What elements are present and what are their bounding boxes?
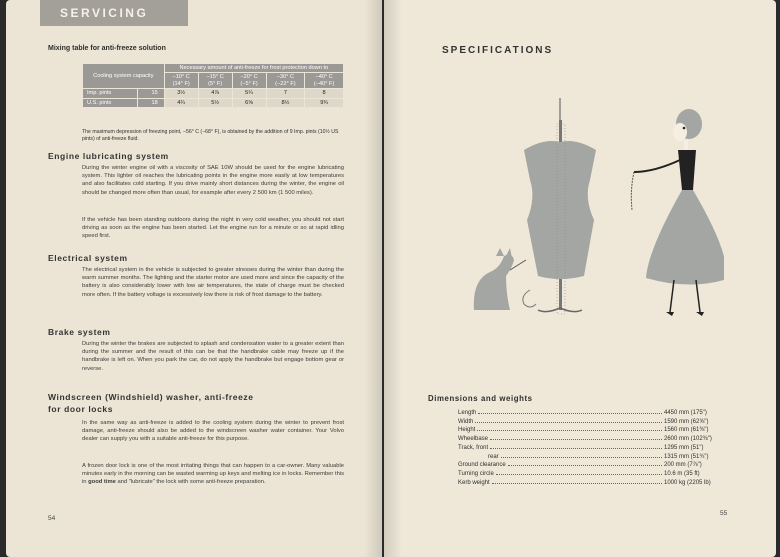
section-header-band [40,0,188,26]
leader-dots [477,430,662,431]
temp-header: −20° C (−5° F) [232,73,266,89]
leader-dots [478,413,662,414]
dimension-value: 1560 mm (61⅜") [664,427,709,434]
dimensions-list [458,409,722,487]
table-group-header: Necessary amount of anti-freeze for frost protection down to [164,64,343,73]
table-row: Imp. pints 15 3½ 4⅞ 5¼ 7 8 [83,89,344,98]
page-number: 55 [720,510,728,517]
leader-dots [508,465,662,466]
table-row [458,453,722,462]
dimension-value: 1315 mm (51¾") [664,453,709,460]
dimension-value: 10.6 m (35 ft) [664,470,700,477]
table-row [458,426,722,435]
dress-form-icon [523,98,596,314]
leader-dots [492,483,662,484]
table-row [458,435,722,444]
dimensions-heading: Dimensions and weights [428,394,533,403]
leader-dots [475,422,662,423]
temp-header: −40° C (−40° F) [305,73,344,89]
dimension-value: 200 mm (7⅞") [664,462,702,469]
dimension-label: Ground clearance [458,462,506,469]
left-page [6,0,382,557]
page-number: 54 [48,515,56,522]
seamstress-icon [631,109,724,316]
paragraph: In the same way as anti-freeze is added to the cooling system during the winter to prevent frost damage, anti-freeze should also be added to the windscreen washer water container. Your Volvo dealer can supply you with a suitable anti-freeze for this purpose. [82,420,344,443]
heading-engine-lubrication: Engine lubricating system [48,151,169,161]
dimension-label: Length [458,410,477,416]
temp-header: −30° C (−22° F) [266,73,305,89]
heading-washer-line1: Windscreen (Windshield) washer, anti-freeze [48,392,254,402]
dimension-label: Wheelbase [458,436,489,443]
table-col-label: Cooling system capacity [83,64,165,89]
paragraph: The electrical system in the vehicle is subjected to greater stresses during the winter than during the warm summer months. The lighting and the starter motor are used more and since the capacity of the battery is also considerably lower with low air temperatures, the state of charge must be checked more often. If the battery voltage is excessively low there is risk of frost damage to the battery. [82,267,344,298]
paragraph: If the vehicle has been standing outdoors during the night in very cold weather, you should not start driving as soon as the engine has been started. Let the engine run for a minute or so at rapid idling speed first. [82,217,344,240]
dimension-label: Kerb weight [458,479,490,486]
dimension-value: 1000 kg (2205 lb) [664,479,711,486]
leader-dots [490,439,662,440]
paragraph: During the winter engine oil with a viscosity of SAE 10W should be used for the engine lubricating system. This lighter oil reaches the lubricating points in the engine more easily at low temperatures and also facilitates cold starting. If you drive mainly short distances during the winter, the engine oil should be changed more often than usual, for example after every 2 500 km (1 500 miles). [82,165,344,196]
heading-washer-line2: for door locks [48,404,114,414]
dimension-label: Width [458,418,474,425]
leader-dots [490,448,662,449]
dimension-label: Track, front [458,444,489,451]
table-row [458,470,722,479]
antifreeze-table [82,63,344,108]
temp-header: −15° C (5° F) [198,73,232,89]
section-header: SERVICING [60,6,149,20]
dimension-label: rear [488,453,499,460]
temp-header: −10° C (14° F) [164,73,198,89]
table-row [458,444,722,453]
table-row [458,461,722,470]
paragraph: A frozen door lock is one of the most irritating things that can happen to a car-owner. Many valuable minutes early in the morning can be wasted warming up keys and melting ice in locks. Remember this in good time and "lubricate" the lock with some anti-freeze preparation. [82,463,344,486]
dimension-value: 2600 mm (102⅜") [664,436,712,443]
dimension-value: 1295 mm (51") [664,444,704,451]
heading-electrical-system: Electrical system [48,253,128,263]
table-note: The maximum depression of freezing point, −56° C (−68° F), is obtained by the addition of 9 Imp. pints (10½ US pints) of anti-freeze fluid. [82,129,339,142]
heading-brake-system: Brake system [48,327,111,337]
table-row [458,409,722,418]
page-title: SPECIFICATIONS [442,45,554,56]
dimension-label: Turning circle [458,470,494,477]
mix-table-title: Mixing table for anti-freeze solution [48,45,166,52]
leader-dots [496,474,662,475]
dimension-label: Height [458,427,476,434]
table-row: U.S. pints 18 4¼ 5½ 6⅝ 8½ 9¾ [83,98,344,107]
dressmaker-illustration [434,80,724,330]
table-row [458,418,722,427]
paragraph: During the winter the brakes are subjected to splash and condensation water to a greater extent than during the summer and the result of this can be that the handbrake cable may freeze up if the handbrake is left on. When you park the car, do not apply the handbrake but engage bottom gear or reverse. [82,341,344,372]
dimension-value: 1590 mm (62⅝") [664,418,709,425]
right-page [384,0,776,557]
cat-icon [474,248,526,310]
table-row [458,479,722,488]
leader-dots [501,457,662,458]
dimension-value: 4450 mm (175") [664,410,707,416]
